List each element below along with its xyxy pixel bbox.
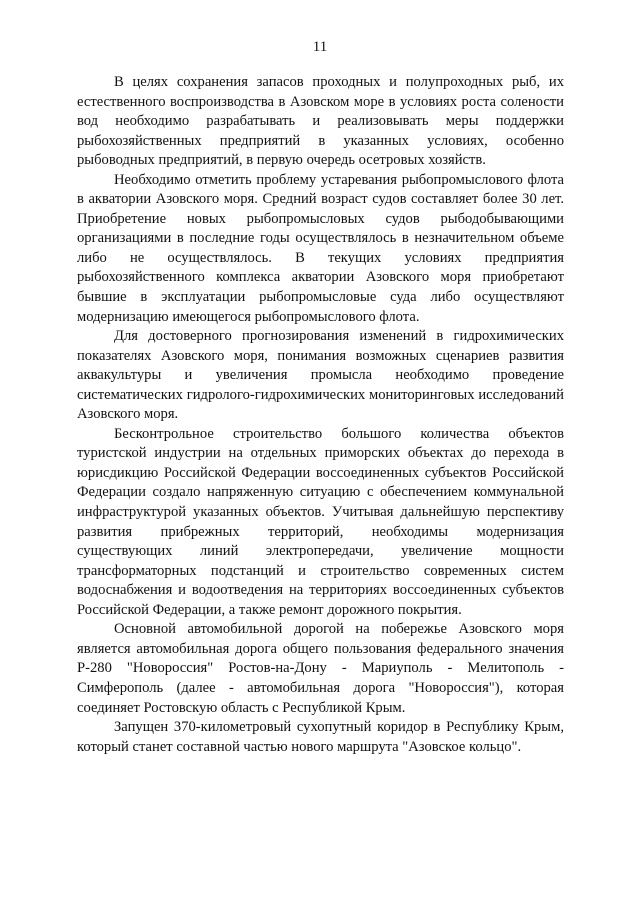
paragraph-fish-stocks: В целях сохранения запасов проходных и полупроходных рыб, их естественного воспроизводства в Азовском море в условиях роста солености вод необходимо разрабатывать и реализовывать меры поддержки рыбохозяйственных предприятий в указанных условиях, особенно рыбоводных предприятий, в первую очередь осетровых хозяйств. <box>77 74 564 169</box>
document-body <box>77 73 564 757</box>
paragraph-fishing-fleet: Необходимо отметить проблему устаревания рыбопромыслового флота в акватории Азовского моря. Средний возраст судов составляет более 30 лет. Приобретение новых рыбопромысловых судов рыбодобывающими организациями в последние годы осуществлялось в незначительном объеме либо не осуществлялось. В текущих условиях предприятия рыбохозяйственного комплекса акватории Азовского моря приобретают бывшие в эксплуатации рыбопромысловые суда либо осуществляют модернизацию имеющегося рыбопромыслового флота. <box>77 171 564 325</box>
paragraph-highway: Основной автомобильной дорогой на побережье Азовского моря является автомобильная дорога общего пользования федерального значения Р-280 "Новороссия" Ростов-на-Дону - Мариуполь - Мелитополь - Симферополь (далее - автомобильная дорога "Новороссия"), которая соединяет Ростовскую область с Республикой Крым. <box>77 621 564 716</box>
paragraph-monitoring: Для достоверного прогнозирования изменений в гидрохимических показателях Азовского моря, понимания возможных сценариев развития аквакультуры и увеличения промысла необходимо проведение систематических гидролого-гидрохимических мониторинговых исследований Азовского моря. <box>77 328 564 423</box>
page-number: 11 <box>312 39 328 55</box>
paragraph-infrastructure: Бесконтрольное строительство большого количества объектов туристской индустрии на отдельных приморских объектах до перехода в юрисдикцию Российской Федерации воссоединенных субъектов Российской Федерации создало напряженную ситуацию с обеспечением коммунальной инфраструктурой указанных объектов. Учитывая дальнейшую перспективу развития прибрежных территорий, необходимы модернизация существующих линий электропередачи, увеличение мощности трансформаторных подстанций и строительство современных систем водоснабжения и водоотведения на территориях воссоединенных субъектов Российской Федерации, а также ремонт дорожного покрытия. <box>77 425 564 618</box>
paragraph-land-corridor: Запущен 370-километровый сухопутный коридор в Республику Крым, который станет составной частью нового маршрута "Азовское кольцо". <box>77 719 564 755</box>
